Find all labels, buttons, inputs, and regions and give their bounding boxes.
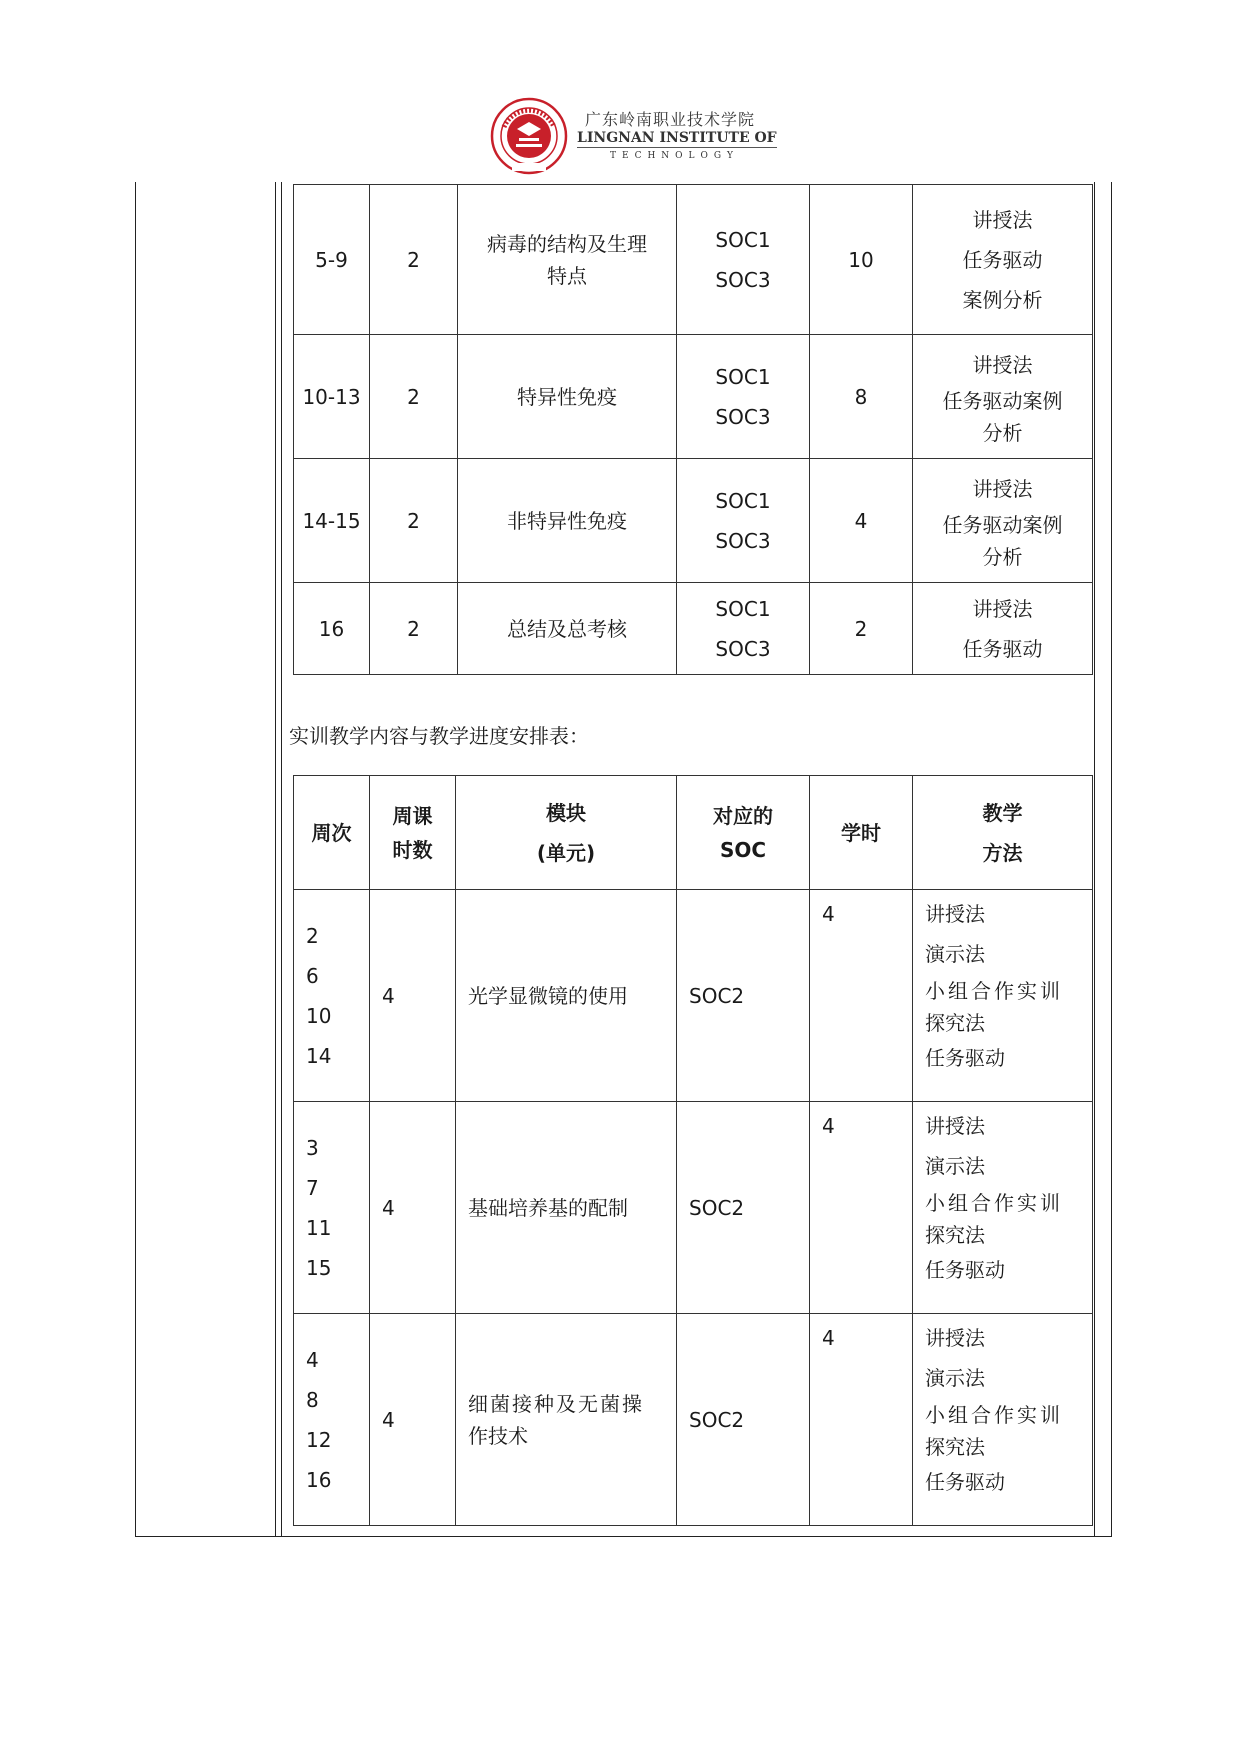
table-row — [294, 890, 1093, 1102]
method-line: 小组合作实训 — [925, 1191, 1063, 1215]
table-row — [294, 583, 1093, 675]
week-line: 15 — [306, 1255, 332, 1280]
week-line: 4 — [306, 1347, 319, 1372]
total-hours-cell: 4 — [810, 890, 913, 1102]
hours-cell: 2 — [370, 185, 458, 335]
header-line: SOC — [719, 837, 767, 862]
table-row — [294, 1314, 1093, 1526]
method-line: 探究法 — [925, 1435, 985, 1459]
method-line: 小组合作实训 — [925, 1403, 1063, 1427]
method-line: 探究法 — [925, 1223, 985, 1247]
week-cell: 16 — [294, 583, 370, 675]
week-line: 8 — [306, 1387, 319, 1412]
module-cell: 基础培养基的配制 — [456, 1102, 677, 1314]
method-line: 任务驱动 — [925, 1046, 1005, 1070]
method-cell — [913, 583, 1093, 675]
method-line: 讲授法 — [972, 476, 1033, 501]
page-header — [490, 97, 790, 177]
method-cell — [913, 890, 1093, 1102]
soc-cell: SOC2 — [677, 1102, 810, 1314]
method-line: 讲授法 — [925, 1114, 985, 1138]
school-seal-logo — [490, 97, 568, 175]
week-line: 11 — [306, 1215, 332, 1240]
table-row — [294, 1102, 1093, 1314]
module-line: 细菌接种及无菌操 — [468, 1391, 644, 1416]
method-line: 分析 — [982, 544, 1023, 569]
method-cell — [913, 185, 1093, 335]
soc-line: SOC1 — [715, 596, 771, 621]
module-line: 病毒的结构及生理 — [487, 231, 647, 256]
method-line: 任务驱动案例 — [942, 512, 1063, 537]
method-line: 任务驱动 — [962, 636, 1043, 661]
header-line: 对应的 — [713, 803, 773, 828]
weeks-cell — [294, 1102, 370, 1314]
header-hours — [370, 776, 456, 890]
module-cell: 总结及总考核 — [458, 583, 677, 675]
table-header-row — [294, 776, 1093, 890]
school-name-cn: 广东岭南职业技术学院 — [585, 110, 756, 129]
soc-cell — [677, 335, 810, 459]
header-line: 方法 — [982, 840, 1023, 865]
table-row — [294, 459, 1093, 583]
school-name-en: LINGNAN INSTITUTE OF — [577, 130, 777, 146]
module-cell: 特异性免疫 — [458, 335, 677, 459]
method-line: 案例分析 — [962, 287, 1043, 312]
hours-cell: 2 — [370, 459, 458, 583]
method-line: 演示法 — [925, 942, 985, 966]
total-hours-cell: 10 — [810, 185, 913, 335]
method-line: 任务驱动 — [925, 1258, 1005, 1282]
soc-line: SOC3 — [715, 267, 771, 292]
method-line: 讲授法 — [972, 352, 1033, 377]
weeks-cell — [294, 1314, 370, 1526]
soc-line: SOC3 — [715, 528, 771, 553]
week-line: 7 — [306, 1175, 319, 1200]
method-cell — [913, 1102, 1093, 1314]
header-line: 模块 — [546, 800, 586, 825]
method-line: 演示法 — [925, 1154, 985, 1178]
total-hours-cell: 4 — [810, 459, 913, 583]
module-cell — [456, 1314, 677, 1526]
week-line: 2 — [306, 923, 319, 948]
method-line: 讲授法 — [972, 207, 1033, 232]
soc-cell: SOC2 — [677, 1314, 810, 1526]
table-row — [294, 335, 1093, 459]
frame-inner-line-right — [1094, 182, 1095, 1537]
total-hours-cell: 4 — [810, 1102, 913, 1314]
hours-cell: 4 — [370, 1314, 456, 1526]
method-line: 讲授法 — [972, 596, 1033, 621]
module-line: 作技术 — [468, 1423, 528, 1448]
table-row — [294, 185, 1093, 335]
method-cell — [913, 1314, 1093, 1526]
week-cell: 10-13 — [294, 335, 370, 459]
method-line: 任务驱动案例 — [942, 388, 1063, 413]
header-divider — [577, 147, 777, 148]
method-line: 小组合作实训 — [925, 979, 1063, 1003]
week-line: 3 — [306, 1135, 319, 1160]
module-cell: 非特异性免疫 — [458, 459, 677, 583]
method-cell — [913, 335, 1093, 459]
header-method — [913, 776, 1093, 890]
module-line: 特点 — [547, 263, 587, 288]
module-cell — [458, 185, 677, 335]
soc-line: SOC1 — [715, 364, 771, 389]
soc-cell — [677, 459, 810, 583]
method-line: 探究法 — [925, 1011, 985, 1035]
frame-inner-line-left-2 — [281, 182, 282, 1537]
soc-cell — [677, 185, 810, 335]
soc-line: SOC1 — [715, 227, 771, 252]
method-line: 任务驱动 — [925, 1470, 1005, 1494]
week-line: 6 — [306, 963, 319, 988]
method-cell — [913, 459, 1093, 583]
header-module — [456, 776, 677, 890]
header-week: 周次 — [294, 776, 370, 890]
method-line: 讲授法 — [925, 1326, 985, 1350]
module-cell: 光学显微镜的使用 — [456, 890, 677, 1102]
week-cell: 5-9 — [294, 185, 370, 335]
soc-line: SOC1 — [715, 488, 771, 513]
soc-line: SOC3 — [715, 404, 771, 429]
header-total-hours: 学时 — [810, 776, 913, 890]
practical-schedule-table — [293, 775, 1093, 1526]
week-cell: 14-15 — [294, 459, 370, 583]
total-hours-cell: 2 — [810, 583, 913, 675]
header-line: (单元) — [536, 840, 596, 865]
header-line: 教学 — [982, 800, 1023, 825]
method-line: 任务驱动 — [962, 247, 1043, 272]
weeks-cell — [294, 890, 370, 1102]
hours-cell: 2 — [370, 335, 458, 459]
week-line: 12 — [306, 1427, 332, 1452]
soc-cell — [677, 583, 810, 675]
total-hours-cell: 4 — [810, 1314, 913, 1526]
hours-cell: 2 — [370, 583, 458, 675]
practical-table-caption: 实训教学内容与教学进度安排表： — [289, 724, 589, 748]
header-line: 时数 — [392, 837, 433, 862]
week-line: 14 — [306, 1043, 332, 1068]
hours-cell: 4 — [370, 1102, 456, 1314]
school-name-en-sub: TECHNOLOGY — [610, 151, 739, 161]
header-soc — [677, 776, 810, 890]
hours-cell: 4 — [370, 890, 456, 1102]
theory-schedule-table — [293, 184, 1093, 675]
total-hours-cell: 8 — [810, 335, 913, 459]
header-line: 周课 — [392, 803, 433, 828]
method-line: 演示法 — [925, 1366, 985, 1390]
soc-line: SOC3 — [715, 636, 771, 661]
frame-inner-line-left — [275, 182, 276, 1537]
week-line: 16 — [306, 1467, 332, 1492]
week-line: 10 — [306, 1003, 332, 1028]
method-line: 分析 — [982, 420, 1023, 445]
soc-cell: SOC2 — [677, 890, 810, 1102]
method-line: 讲授法 — [925, 902, 985, 926]
